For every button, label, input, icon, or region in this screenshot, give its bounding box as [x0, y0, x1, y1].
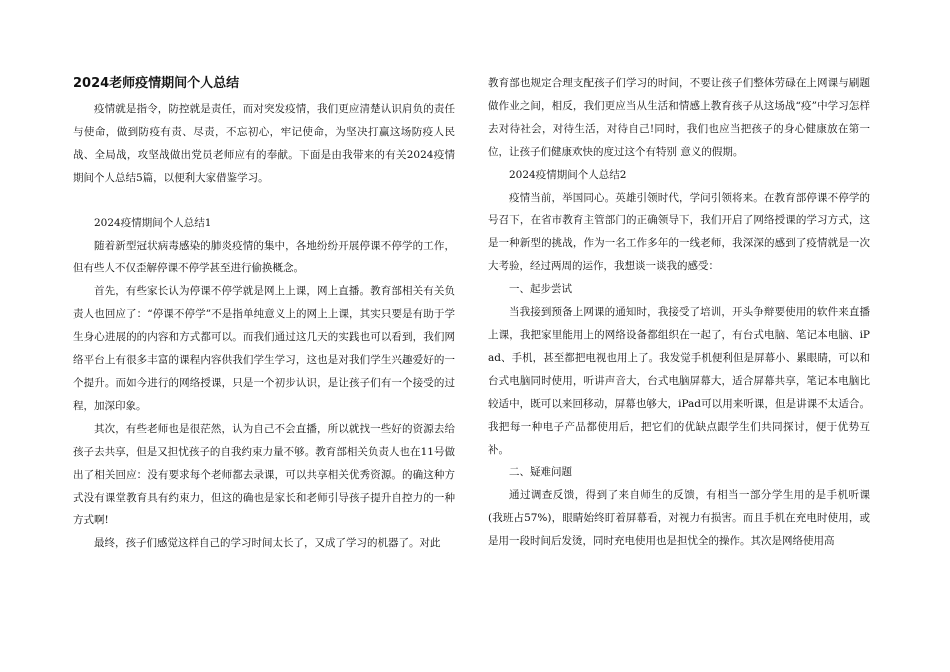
paragraph: 随着新型冠状病毒感染的肺炎疫情的集中，各地纷纷开展停课不停学的工作，但有些人不仅歪解停课不停学甚至进行偷换概念。 [73, 239, 455, 275]
continued-paragraph: 教育部也规定合理支配孩子们学习的时间，不要让孩子们整体劳碌在上网课与刷题做作业之间，相反，我们更应当从生活和情感上教育孩子从这场战“疫”中学习怎样去对待社会，对待生活，对待自己!同时，我们也应当把孩子的身心健康放在第一位，让孩子们健康欢快的度过这个有特别 意义的假期。 [488, 77, 870, 158]
paragraph: 通过调查反馈，得到了来自师生的反馈，有相当一部分学生用的是手机听课(我班占57%)，眼睛始终盯着屏幕看，对视力有损害。而且手机在充电时使用，或是用一段时间后发烫，同时充电使用也是担忧全的操作。其次是网络使用高 [488, 489, 870, 548]
subheading: 二、疑难问题 [509, 466, 572, 479]
left-column [73, 74, 455, 555]
paragraph: 其次，有些老师也是很茫然，认为自己不会直播，所以就找一些好的资源去给孩子去共享，但是又担忧孩子的自我约束力量不够。教育部相关负责人也在11号做出了相关回应：没有要求每个老师都去录课，可以共享相关优秀资源。的确这种方式没有课堂教育具有约束力，但这的确也是家长和老师引导孩子提升自控力的一种方式啊! [73, 422, 455, 527]
paragraph: 首先，有些家长认为停课不停学就是网上上课，网上直播。教育部相关有关负责人也回应了：“停课不停学”不是指单纯意义上的网上上课，其实只要是有助于学生身心进展的的内容和方式都可以。而我们通过这几天的实践也可以看到，我们网络平台上有很多丰富的课程内容供我们学生学习，这也是对我们学生兴趣爱好的一个提升。而如今进行的网络授课，只是一个初步认识，是让孩子们有一个接受的过程，加深印象。 [73, 285, 455, 412]
section-heading-2: 2024疫情期间个人总结2 [509, 168, 627, 181]
intro-paragraph: 疫情就是指令，防控就是责任，而对突发疫情，我们更应清楚认识肩负的责任与使命，做到防疫有责、尽责，不忘初心，牢记使命，为坚决打赢这场防疫人民战、全局战，攻坚战做出党员老师应有的奉献。下面是由我带来的有关2024疫情期间个人总结5篇，以便利大家借鉴学习。 [73, 103, 455, 184]
document-title: 2024老师疫情期间个人总结 [73, 76, 240, 91]
paragraph: 疫情当前，举国同心。英雄引领时代，学问引领将来。在教育部停课不停学的号召下，在省市教育主管部门的正确领导下，我们开启了网络授课的学习方式，这是一种新型的挑战，作为一名工作多年的一线老师，我深深的感到了疫情就是一次大考验，经过两周的运作，我想谈一谈我的感受： [488, 191, 870, 273]
section-gap [73, 190, 455, 212]
right-column [488, 72, 870, 553]
subheading: 一、起步尝试 [509, 283, 572, 296]
paragraph: 当我接到预备上网课的通知时，我接受了培训，开头争辩要使用的软件来直播上课，我把家里能用上的网络设备都组织在一起了，有台式电脑、笔记本电脑、iPad、手机，甚至都把电视也用上了。我发觉手机便利但是屏幕小、累眼睛，可以和台式电脑同时使用，听讲声音大，台式电脑屏幕大，适合屏幕共享，笔记本电脑比较适中，既可以来回移动，屏幕也够大，iPad可以用来听课，但是讲课不太适合。我把每一种电子产品都使用后，把它们的优缺点跟学生们共同探讨，便于优势互补。 [488, 306, 870, 456]
paragraph: 最终，孩子们感觉这样自己的学习时间太长了，又成了学习的机器了。对此 [94, 537, 441, 550]
section-heading-1: 2024疫情期间个人总结1 [94, 216, 212, 229]
